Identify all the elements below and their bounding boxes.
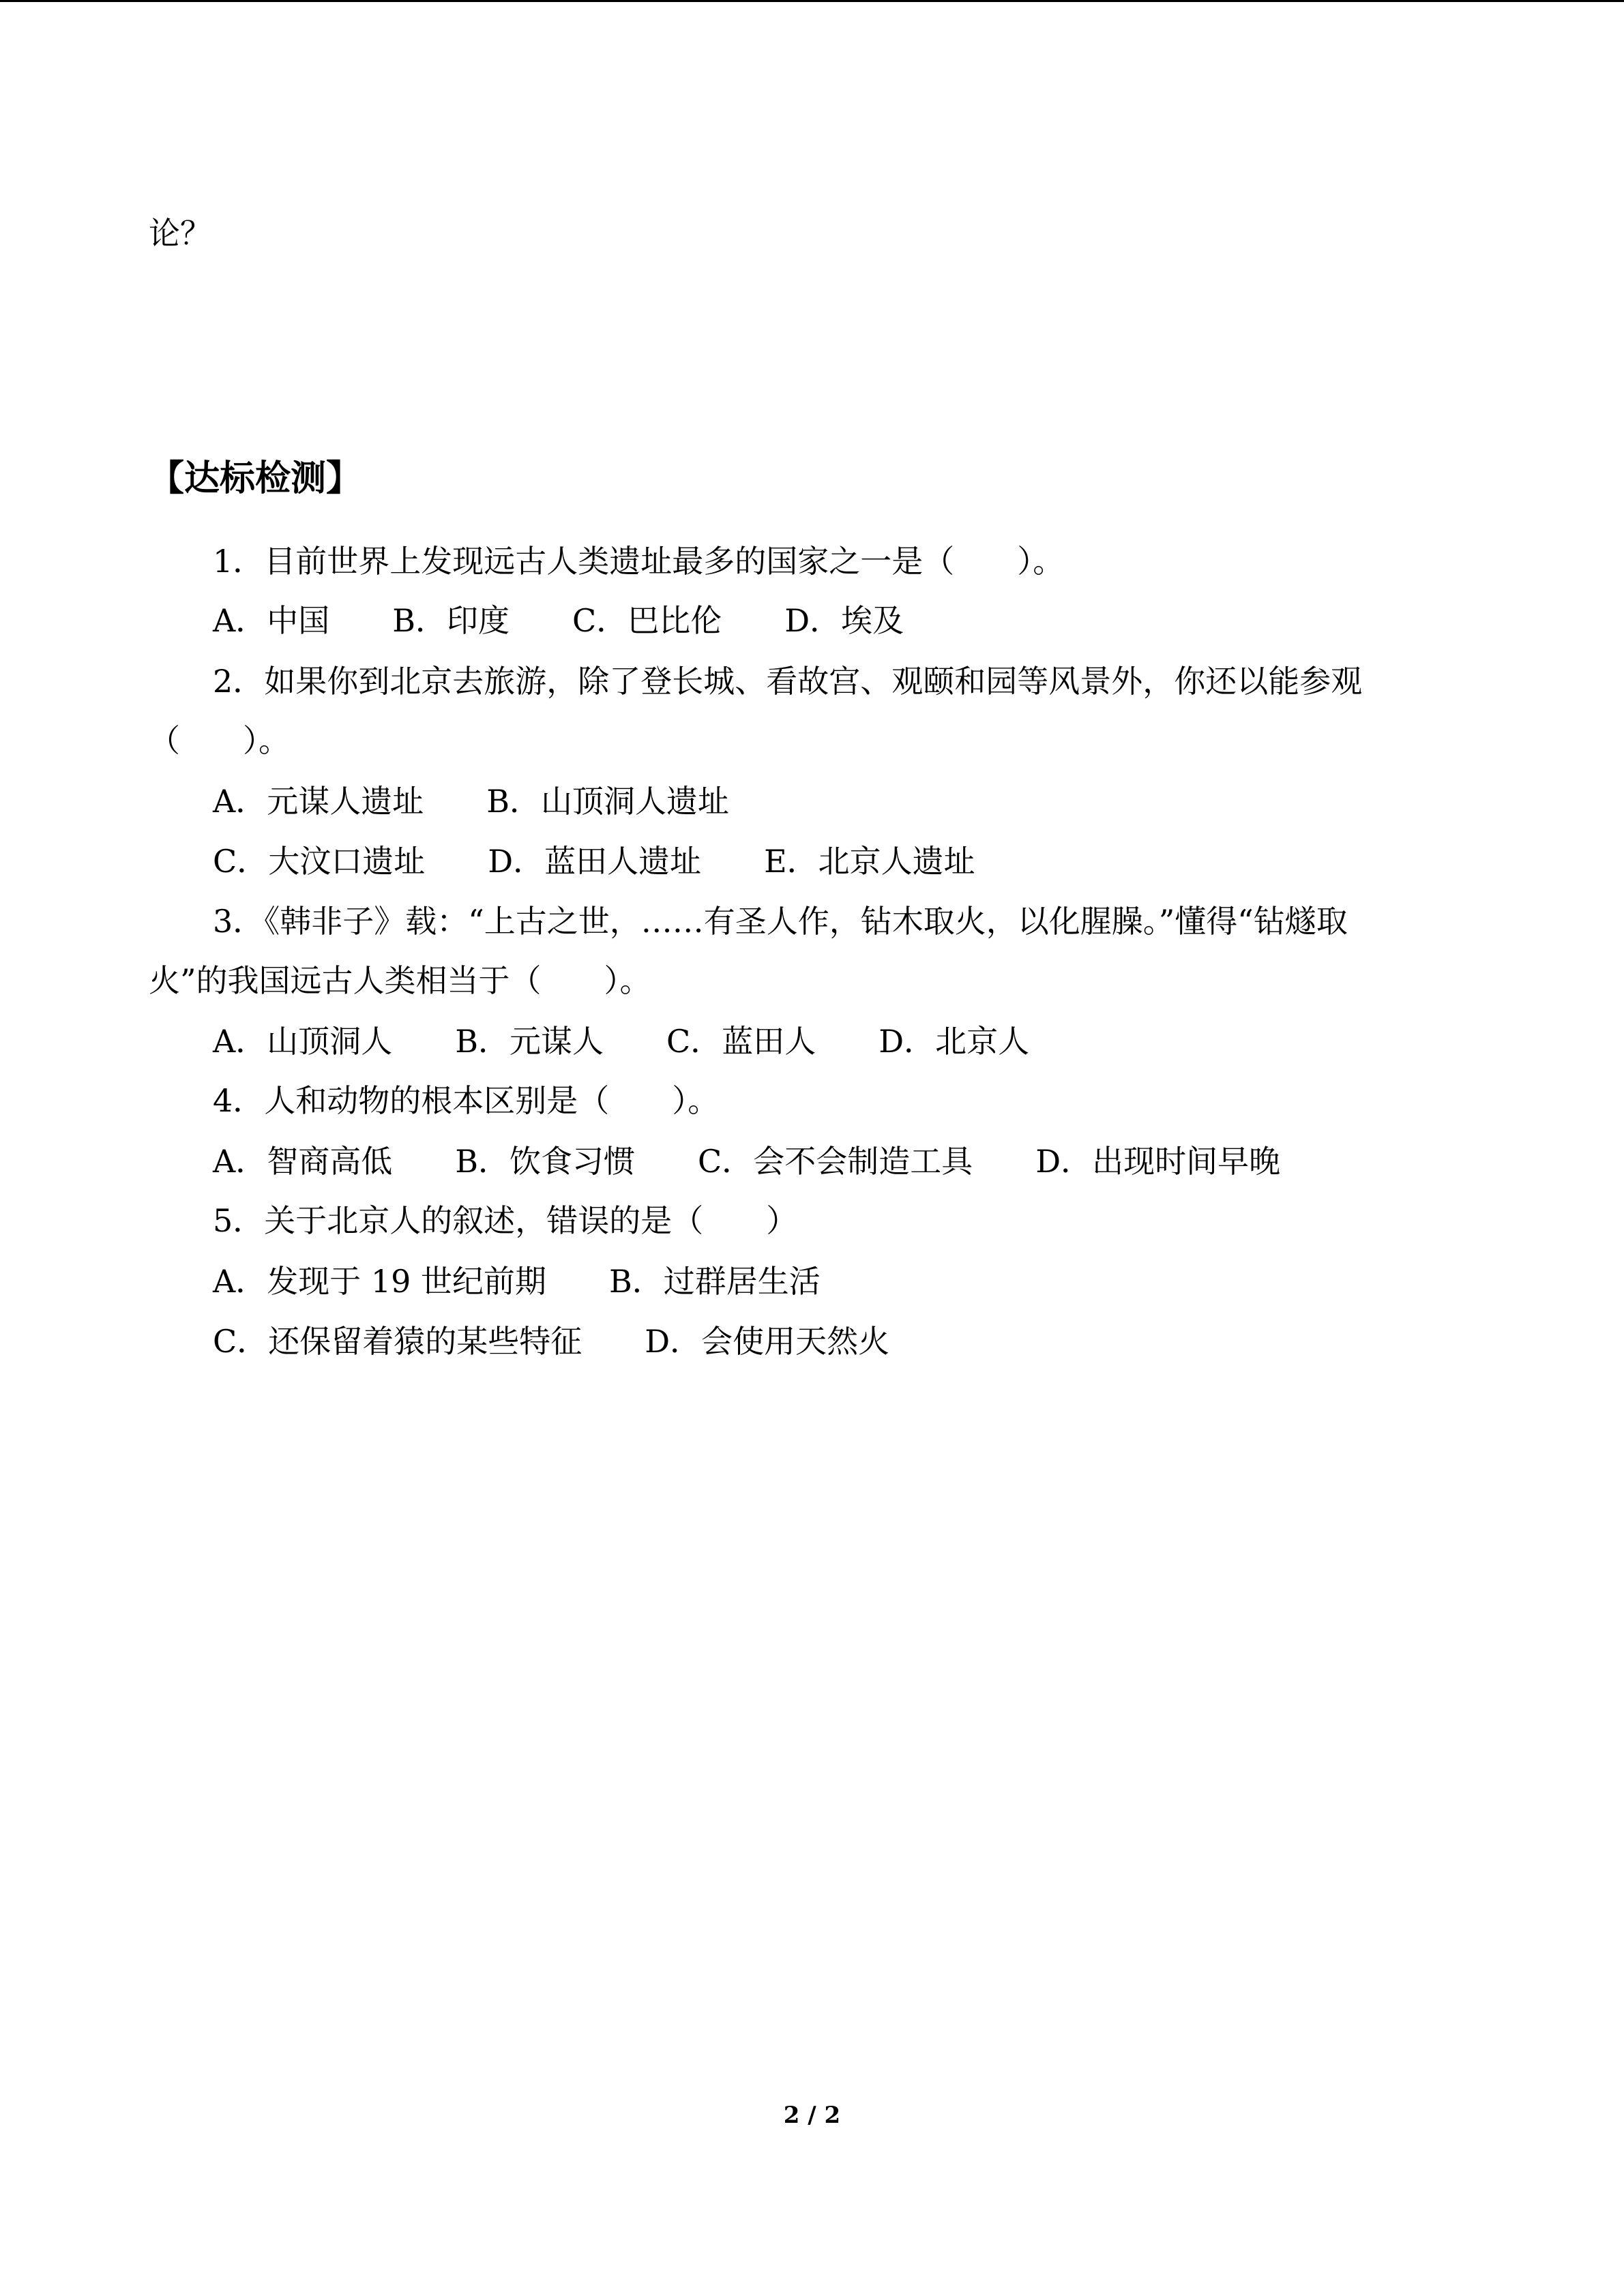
section-heading: 【达标检测】 xyxy=(149,458,362,499)
question-5-stem: 5．关于北京人的叙述，错误的是（ ） xyxy=(213,1202,798,1239)
question-2-options-row-2: C．大汶口遗址 D．蓝田人遗址 E．北京人遗址 xyxy=(213,843,975,880)
question-2-stem: 2．如果你到北京去旅游，除了登长城、看故宫、观颐和园等风景外，你还以能参观 xyxy=(213,663,1363,700)
page-top-border xyxy=(0,0,1624,2)
question-5-options-row-1: A．发现于 19 世纪前期 B．过群居生活 xyxy=(213,1263,821,1300)
question-4-options: A．智商高低 B．饮食习惯 C．会不会制造工具 D．出现时间早晚 xyxy=(213,1143,1281,1180)
question-5-options-row-2: C．还保留着猿的某些特征 D．会使用天然火 xyxy=(213,1323,890,1360)
question-3-stem: 3．《韩非子》载：“上古之世，……有圣人作，钻木取火，以化腥臊。”懂得“钻燧取 xyxy=(213,903,1348,940)
question-2-options-row-1: A．元谋人遗址 B．山顶洞人遗址 xyxy=(213,783,730,820)
question-3-options: A．山顶洞人 B．元谋人 C．蓝田人 D．北京人 xyxy=(213,1023,1030,1060)
question-4-stem: 4．人和动物的根本区别是（ ）。 xyxy=(213,1082,720,1119)
question-1-options: A．中国 B．印度 C．巴比伦 D．埃及 xyxy=(213,602,904,639)
previous-question-fragment: 论？ xyxy=(149,215,211,252)
question-3-stem-continued: 火”的我国远古人类相当于（ ）。 xyxy=(149,962,651,999)
question-1-stem: 1．目前世界上发现远古人类遗址最多的国家之一是（ ）。 xyxy=(213,543,1065,580)
page-number: 2 / 2 xyxy=(783,2102,841,2129)
question-2-stem-continued: （ ）。 xyxy=(149,722,290,759)
